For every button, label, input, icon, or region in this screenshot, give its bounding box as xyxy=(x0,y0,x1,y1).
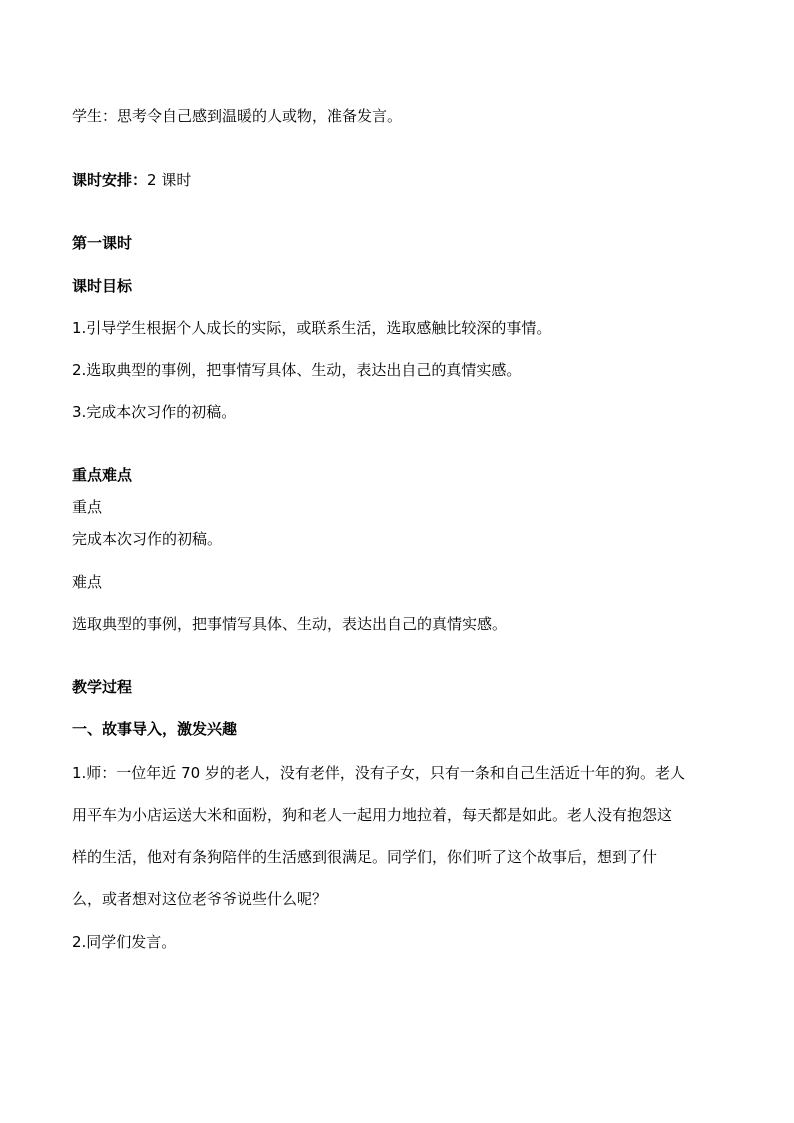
objective-item-3: 3.完成本次习作的初稿。 xyxy=(72,403,237,421)
schedule-label: 课时安排： xyxy=(72,171,148,189)
difficult-text: 选取典型的事例，把事情写具体、生动，表达出自己的真情实感。 xyxy=(72,615,508,633)
student-prep-line: 学生：思考令自己感到温暖的人或物，准备发言。 xyxy=(72,107,403,125)
section-one-title: 一、故事导入，激发兴趣 xyxy=(72,720,238,738)
story-paragraph xyxy=(72,752,720,920)
story-line-3: 样的生活，他对有条狗陪伴的生活感到很满足。同学们，你们听了这个故事后，想到了什 xyxy=(72,848,658,866)
schedule-line xyxy=(72,170,722,190)
key-difficult-title: 重点难点 xyxy=(72,466,133,484)
step-two-line: 2.同学们发言。 xyxy=(72,933,177,951)
story-line-4: 么，或者想对这位老爷爷说些什么呢？ xyxy=(72,890,328,908)
story-line-2: 用平车为小店运送大米和面粉，狗和老人一起用力地拉着，每天都是如此。老人没有抱怨这 xyxy=(72,806,673,824)
schedule-value: 2 课时 xyxy=(147,171,192,189)
story-line-1: 1.师：一位年近 70 岁的老人，没有老伴，没有子女，只有一条和自己生活近十年的狗。老人 xyxy=(72,764,685,782)
process-title: 教学过程 xyxy=(72,678,133,696)
key-text: 完成本次习作的初稿。 xyxy=(72,530,223,548)
key-label: 重点 xyxy=(72,498,103,516)
objective-item-1: 1.引导学生根据个人成长的实际，或联系生活，选取感触比较深的事情。 xyxy=(72,319,552,337)
lesson-one-title: 第一课时 xyxy=(72,234,133,252)
difficult-label: 难点 xyxy=(72,573,103,591)
objectives-title: 课时目标 xyxy=(72,277,133,295)
objective-item-2: 2.选取典型的事例，把事情写具体、生动，表达出自己的真情实感。 xyxy=(72,361,522,379)
